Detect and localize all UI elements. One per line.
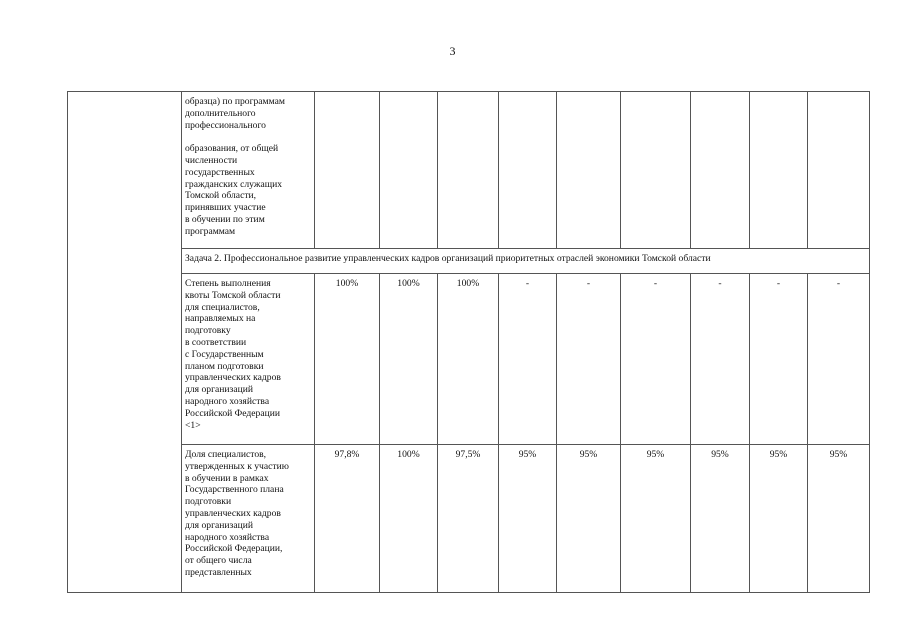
value-cell <box>438 92 499 249</box>
value-cell: 95% <box>808 445 870 593</box>
value-cell: 97,5% <box>438 445 499 593</box>
value-cell: - <box>557 274 621 445</box>
table-row-training-share <box>68 92 870 249</box>
value-cell <box>557 92 621 249</box>
value-cell: - <box>499 274 557 445</box>
value-cell: 100% <box>438 274 499 445</box>
page-number: 3 <box>449 44 456 58</box>
value-cell: 100% <box>315 274 380 445</box>
value-cell <box>808 92 870 249</box>
value-cell: 95% <box>750 445 808 593</box>
value-cell <box>691 92 750 249</box>
indicator-name-cell: Степень выполнения квоты Томской области для специалистов, направляемых на подготовку в соответствии с Государственным планом подготовки управленческих кадров для организаций народного хозяйства Российской Федерации <1> <box>182 274 315 445</box>
value-cell <box>499 92 557 249</box>
indicators-table <box>67 91 870 593</box>
value-cell <box>315 92 380 249</box>
table-row-approved-share <box>68 445 870 593</box>
value-cell: - <box>750 274 808 445</box>
value-cell: 95% <box>621 445 691 593</box>
table-row-quota-fulfillment <box>68 274 870 445</box>
value-cell: 95% <box>691 445 750 593</box>
value-cell <box>621 92 691 249</box>
blank-left-cell <box>68 92 182 593</box>
task-heading-row <box>68 249 870 274</box>
value-cell: 100% <box>380 274 438 445</box>
value-cell: - <box>691 274 750 445</box>
value-cell: - <box>621 274 691 445</box>
value-cell: 95% <box>557 445 621 593</box>
indicator-name-cell: образца) по программам дополнительного профессионального образования, от общей численности государственных гражданских служащих Томской области, принявших участие в обучении по этим программам <box>182 92 315 249</box>
task-2-heading: Задача 2. Профессиональное развитие управленческих кадров организаций приоритетных отраслей экономики Томской области <box>182 249 870 274</box>
value-cell: - <box>808 274 870 445</box>
value-cell <box>750 92 808 249</box>
value-cell: 100% <box>380 445 438 593</box>
value-cell <box>380 92 438 249</box>
value-cell: 97,8% <box>315 445 380 593</box>
value-cell: 95% <box>499 445 557 593</box>
indicator-name-cell: Доля специалистов, утвержденных к участию в обучении в рамках Государственного плана подготовки управленческих кадров для организаций народного хозяйства Российской Федерации, от общего числа представленных <box>182 445 315 593</box>
